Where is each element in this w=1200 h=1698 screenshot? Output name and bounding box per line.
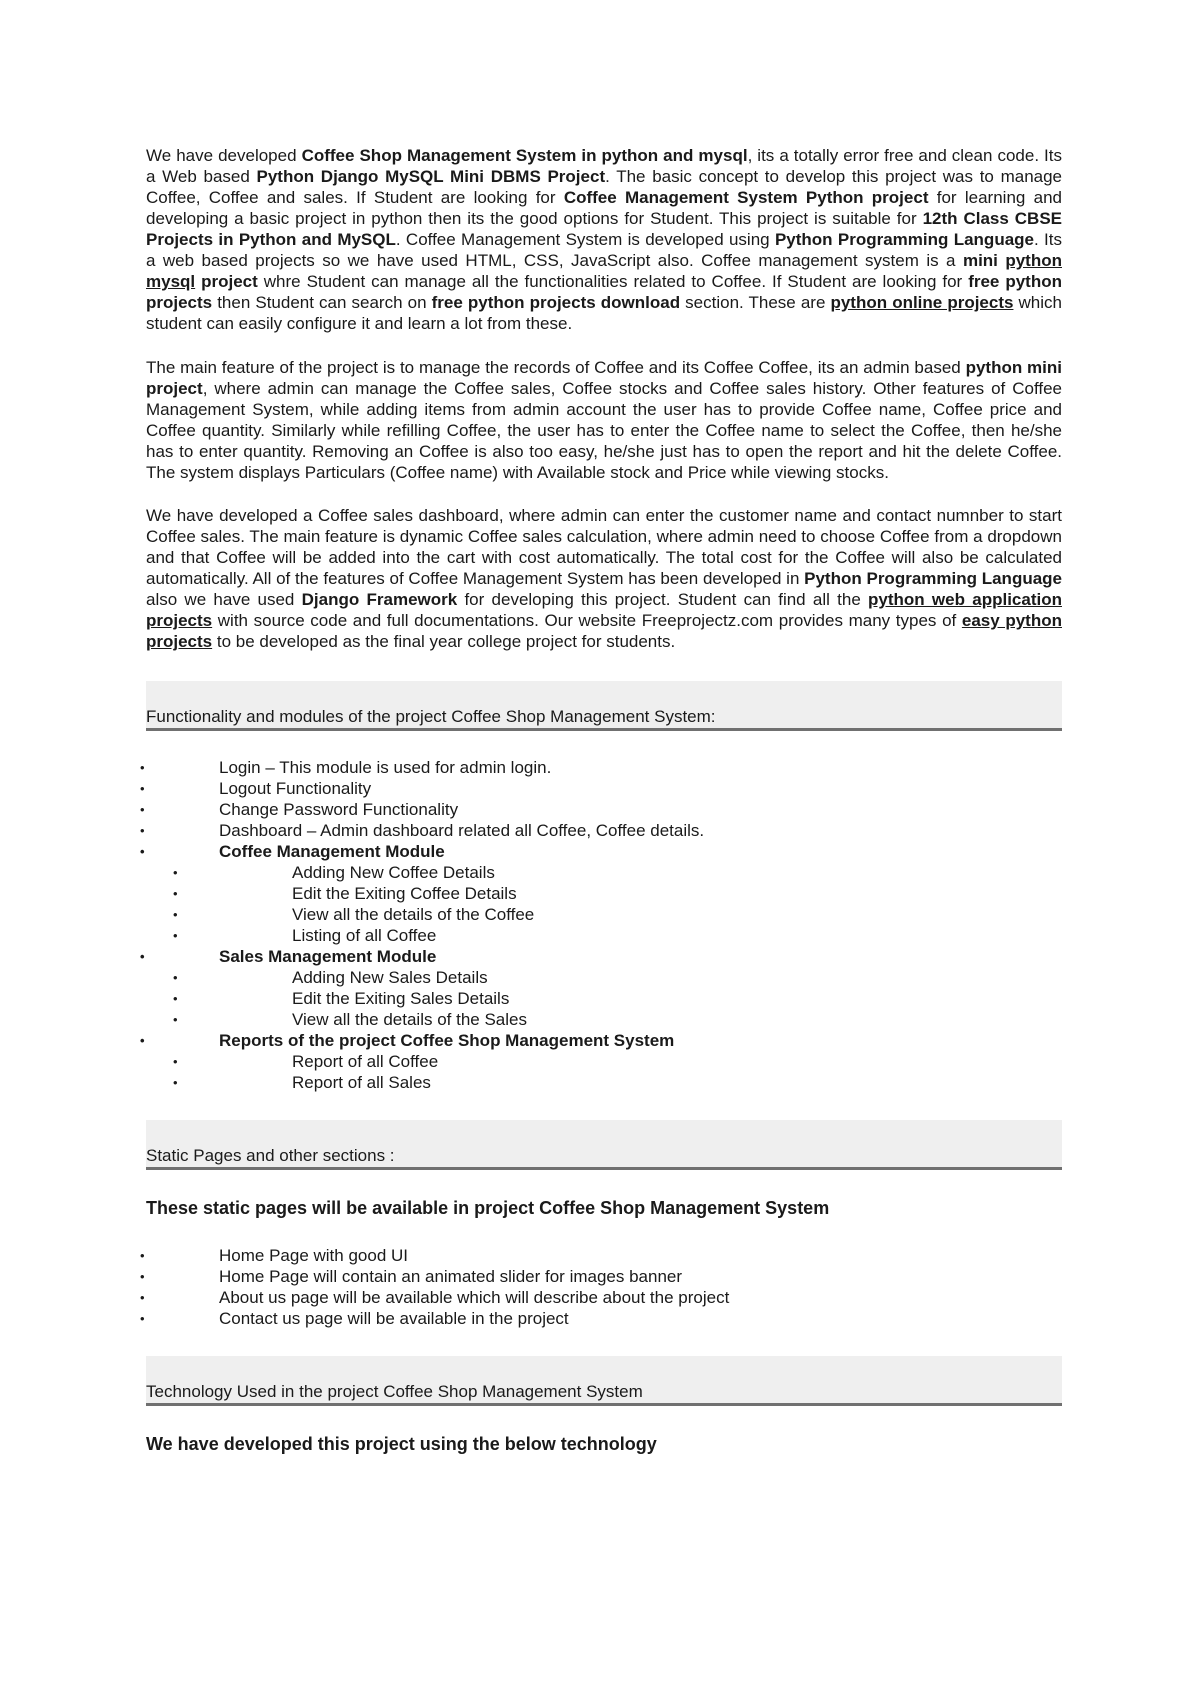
bold-phrase: mini [962,251,1006,270]
link[interactable]: python web application projects [146,590,1062,630]
bold-phrase: Python Programming Language [774,230,1034,249]
bold-phrase: Coffee Shop Management System in python and mysql [301,146,748,165]
text-run: We have developed a Coffee sales dashboard, where admin can enter the customer name and contact numnber to start Coffee sales. The main feature is dynamic Coffee sales calculation, where admin need to choose Coffee from a dropdown and that Coffee will be added into the cart with cost automatically. The total cost for the Coffee will also be calculated automatically. All of the features of Coffee Management System has been developed in [146,506,1062,588]
document-page [146,145,1062,1455]
list-item: • Change Password Functionality [146,799,1062,820]
text-run: . Its a web based projects so we have used HTML, CSS, JavaScript also. Coffee management system is a [146,230,1062,270]
bold-phrase: Python Programming Language [804,569,1063,588]
section-heading-text: Technology Used in the project Coffee Shop Management System [146,1382,643,1401]
bold-phrase: project [195,272,258,291]
text-run: for developing this project. Student can find all the [457,590,869,609]
text-run: We have developed [146,146,302,165]
text-run: whre Student can manage all the functionalities related to Coffee. If Student are looking for [257,272,969,291]
bold-phrase: python mini project [146,358,1062,398]
section-heading-functionality [146,681,1062,731]
list-item: • Coffee Management Module [146,841,1062,862]
static-pages-list [146,1245,1062,1329]
link[interactable]: python mysql [146,251,1062,291]
module-list [146,757,1062,1093]
sub-list-item: • Report of all Sales [146,1072,1062,1093]
link[interactable]: python online projects [830,293,1014,312]
text-run: also we have used [146,590,302,609]
dashboard-paragraph [146,505,1062,652]
list-item: • Sales Management Module [146,946,1062,967]
sub-list-item: • View all the details of the Coffee [146,904,1062,925]
section-heading-text: Static Pages and other sections : [146,1146,395,1165]
bold-phrase: Python Django MySQL Mini DBMS Project [256,167,606,186]
bold-phrase: Coffee Management System Python project [563,188,929,207]
text-run: to be developed as the final year college project for students. [212,632,676,651]
list-item: • About us page will be available which will describe about the project [146,1287,1062,1308]
link[interactable]: easy python projects [146,611,1062,651]
list-item: • Home Page with good UI [146,1245,1062,1266]
sub-list-item: • Edit the Exiting Coffee Details [146,883,1062,904]
sub-list-item: • Adding New Coffee Details [146,862,1062,883]
list-item: • Contact us page will be available in the project [146,1308,1062,1329]
section-heading-text: Functionality and modules of the project Coffee Shop Management System: [146,707,716,726]
text-run: , its a totally error free and clean code. Its a Web based [146,146,1063,186]
list-item: • Login – This module is used for admin login. [146,757,1062,778]
text-run: . Coffee Management System is developed using [395,230,775,249]
text-run: with source code and full documentations. Our website Freeprojectz.com provides many types of [212,611,962,630]
sub-list-item: • Listing of all Coffee [146,925,1062,946]
text-run: The main feature of the project is to manage the records of Coffee and its Coffee Coffee, its an admin based [146,358,966,377]
text-run: then Student can search on [212,293,432,312]
sub-list-item: • Adding New Sales Details [146,967,1062,988]
list-item: • Logout Functionality [146,778,1062,799]
text-run: which student can easily configure it and learn a lot from these. [146,293,1062,333]
sub-list-item: • View all the details of the Sales [146,1009,1062,1030]
bold-phrase: Django Framework [301,590,458,609]
text-run: , where admin can manage the Coffee sales, Coffee stocks and Coffee sales history. Other features of Coffee Management System, while adding items from admin account the user has to provide Coffee name, Coffee price and Coffee quantity. Similarly while refilling Coffee, the user has to enter the Coffee name to select the Coffee, then he/she has to enter quantity. Removing an Coffee is also too easy, he/she just has to open the report and hit the delete Coffee. The system displays Particulars (Coffee name) with Available stock and Price while viewing stocks. [146,379,1062,482]
list-item: • Home Page will contain an animated slider for images banner [146,1266,1062,1287]
technology-subheading: We have developed this project using the below technology [146,1434,657,1454]
bold-phrase: free python projects [146,272,1062,312]
features-paragraph [146,357,1062,483]
section-heading-technology [146,1356,1062,1406]
section-heading-static-pages [146,1120,1062,1170]
text-run: for learning and developing a basic project in python then its the good options for Student. This project is suitable for [146,188,1062,228]
sub-list-item: • Edit the Exiting Sales Details [146,988,1062,1009]
list-item: • Dashboard – Admin dashboard related all Coffee, Coffee details. [146,820,1062,841]
intro-paragraph [146,145,1062,334]
bold-phrase: 12th Class CBSE Projects in Python and MySQL [146,209,1062,249]
text-run: . The basic concept to develop this project was to manage Coffee, Coffee and sales. If Student are looking for [146,167,1063,207]
text-run: section. These are [680,293,831,312]
list-item: • Reports of the project Coffee Shop Management System [146,1030,1062,1051]
sub-list-item: • Report of all Coffee [146,1051,1062,1072]
bold-phrase: free python projects download [431,293,681,312]
static-pages-subheading: These static pages will be available in project Coffee Shop Management System [146,1198,830,1218]
